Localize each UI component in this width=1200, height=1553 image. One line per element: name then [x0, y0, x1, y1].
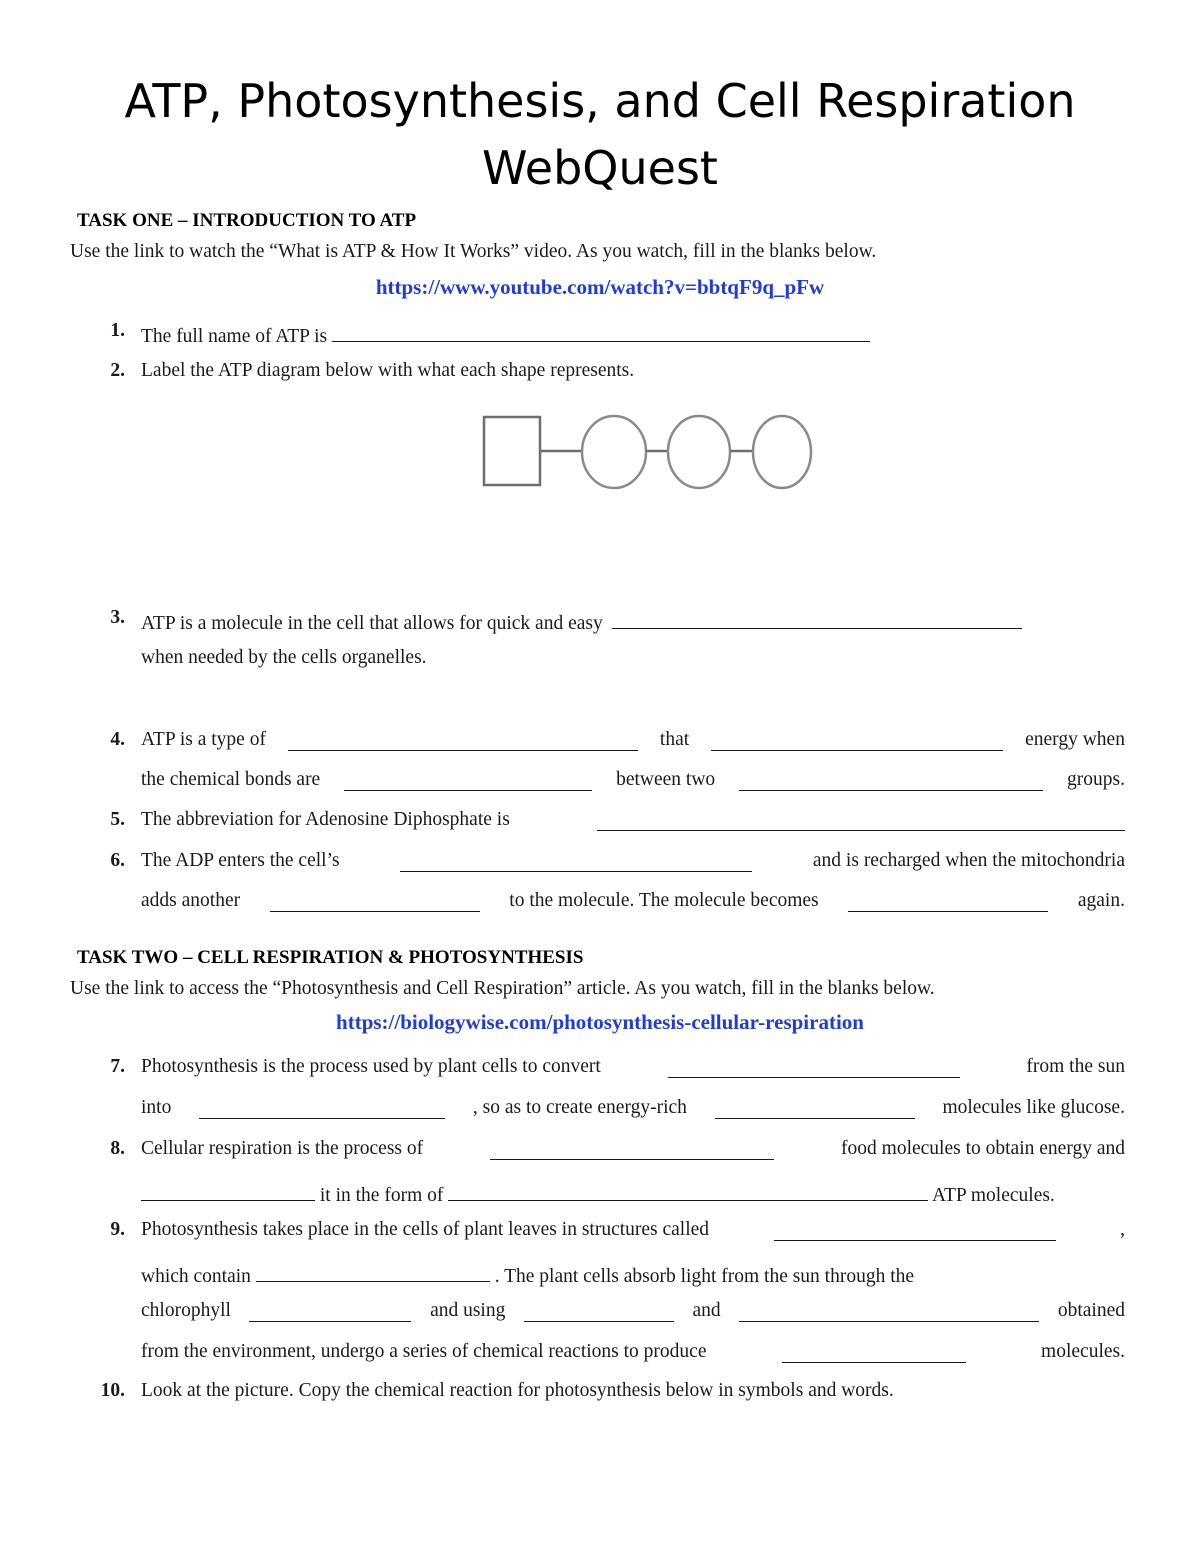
- task-one-heading: TASK ONE – INTRODUCTION TO ATP: [77, 210, 417, 231]
- adenine-square: [484, 417, 540, 485]
- answer-blank[interactable]: [715, 1097, 915, 1119]
- answer-blank[interactable]: [612, 607, 1022, 629]
- question-text: from the environment, undergo a series of chemical reactions to produce: [141, 1341, 707, 1362]
- answer-blank[interactable]: [141, 1179, 315, 1201]
- question-text: which contain: [141, 1266, 251, 1287]
- answer-blank[interactable]: [711, 729, 1003, 751]
- question-text: ATP molecules.: [932, 1185, 1055, 1206]
- question-text: into: [141, 1097, 172, 1118]
- answer-blank[interactable]: [448, 1179, 928, 1201]
- question-text: obtained: [1057, 1300, 1125, 1321]
- question-text: and: [692, 1300, 721, 1321]
- answer-blank[interactable]: [490, 1138, 774, 1160]
- question-number: 8.: [110, 1138, 125, 1159]
- phosphate-circle: [582, 416, 646, 488]
- task-two-heading: TASK TWO – CELL RESPIRATION & PHOTOSYNTHESIS: [77, 947, 584, 968]
- question-text: Label the ATP diagram below with what each shape represents.: [141, 360, 635, 381]
- atp-diagram: [470, 400, 820, 500]
- question-text: it in the form of: [319, 1185, 444, 1206]
- question-text: when needed by the cells organelles.: [141, 647, 427, 668]
- answer-blank[interactable]: [400, 850, 752, 872]
- task-two-link[interactable]: https://biologywise.com/photosynthesis-cellular-respiration: [336, 1010, 864, 1034]
- page-subtitle: WebQuest: [482, 141, 718, 195]
- question-text: Cellular respiration is the process of: [141, 1138, 424, 1159]
- page-title: ATP, Photosynthesis, and Cell Respiration: [124, 74, 1076, 128]
- answer-blank[interactable]: [848, 890, 1048, 912]
- answer-blank[interactable]: [782, 1341, 966, 1363]
- question-text: chlorophyll: [141, 1300, 231, 1321]
- question-text: The ADP enters the cell’s: [141, 850, 340, 871]
- question-text: and is recharged when the mitochondria: [812, 850, 1125, 871]
- question-number: 2.: [110, 360, 125, 381]
- question-text: The abbreviation for Adenosine Diphosphate is: [141, 809, 510, 830]
- question-text: the chemical bonds are: [141, 769, 321, 790]
- question-text: and using: [430, 1300, 506, 1321]
- answer-blank[interactable]: [774, 1219, 1056, 1241]
- question-number: 3.: [110, 607, 125, 628]
- answer-blank[interactable]: [249, 1300, 411, 1322]
- question-text: to the molecule. The molecule becomes: [509, 890, 819, 911]
- question-text: between two: [616, 769, 716, 790]
- question-text: food molecules to obtain energy and: [841, 1138, 1125, 1159]
- question-text: ,: [1120, 1219, 1125, 1240]
- question-number: 4.: [110, 729, 125, 750]
- question-text: The full name of ATP is: [141, 326, 328, 347]
- question-text: again.: [1077, 890, 1125, 911]
- question-text: molecules like glucose.: [942, 1097, 1125, 1118]
- answer-blank[interactable]: [270, 890, 480, 912]
- answer-blank[interactable]: [332, 320, 870, 342]
- question-number: 1.: [110, 320, 125, 341]
- answer-blank[interactable]: [668, 1056, 960, 1078]
- answer-blank[interactable]: [344, 769, 592, 791]
- question-text: , so as to create energy-rich: [472, 1097, 687, 1118]
- question-text: Look at the picture. Copy the chemical reaction for photosynthesis below in symbols and words.: [141, 1380, 894, 1401]
- question-text: Photosynthesis takes place in the cells of plant leaves in structures called: [141, 1219, 710, 1240]
- task-two-instructions: Use the link to access the “Photosynthesis and Cell Respiration” article. As you watch, fill in the blanks below.: [70, 978, 935, 999]
- question-text: ATP is a molecule in the cell that allows for quick and easy: [141, 613, 603, 634]
- phosphate-circle: [753, 416, 811, 488]
- question-number: 5.: [110, 809, 125, 830]
- answer-blank[interactable]: [288, 729, 638, 751]
- answer-blank[interactable]: [739, 1300, 1039, 1322]
- answer-blank[interactable]: [199, 1097, 445, 1119]
- question-text: Photosynthesis is the process used by plant cells to convert: [141, 1056, 601, 1077]
- answer-blank[interactable]: [739, 769, 1043, 791]
- question-text: ATP is a type of: [141, 729, 266, 750]
- answer-blank[interactable]: [597, 809, 1125, 831]
- question-text: adds another: [141, 890, 241, 911]
- question-number: 6.: [110, 850, 125, 871]
- question-text: that: [659, 729, 690, 750]
- question-text: energy when: [1025, 729, 1125, 750]
- question-number: 9.: [110, 1219, 125, 1240]
- phosphate-circle: [668, 416, 730, 488]
- question-text: molecules.: [1041, 1341, 1125, 1362]
- answer-blank[interactable]: [256, 1260, 490, 1282]
- question-number: 7.: [110, 1056, 125, 1077]
- question-text: from the sun: [1026, 1056, 1125, 1077]
- question-text: groups.: [1067, 769, 1125, 790]
- question-number: 10.: [100, 1380, 125, 1401]
- answer-blank[interactable]: [524, 1300, 674, 1322]
- task-one-instructions: Use the link to watch the “What is ATP & How It Works” video. As you watch, fill in the blanks below.: [70, 241, 877, 262]
- question-text: . The plant cells absorb light from the sun through the: [494, 1266, 915, 1287]
- task-one-link[interactable]: https://www.youtube.com/watch?v=bbtqF9q_pFw: [375, 275, 825, 299]
